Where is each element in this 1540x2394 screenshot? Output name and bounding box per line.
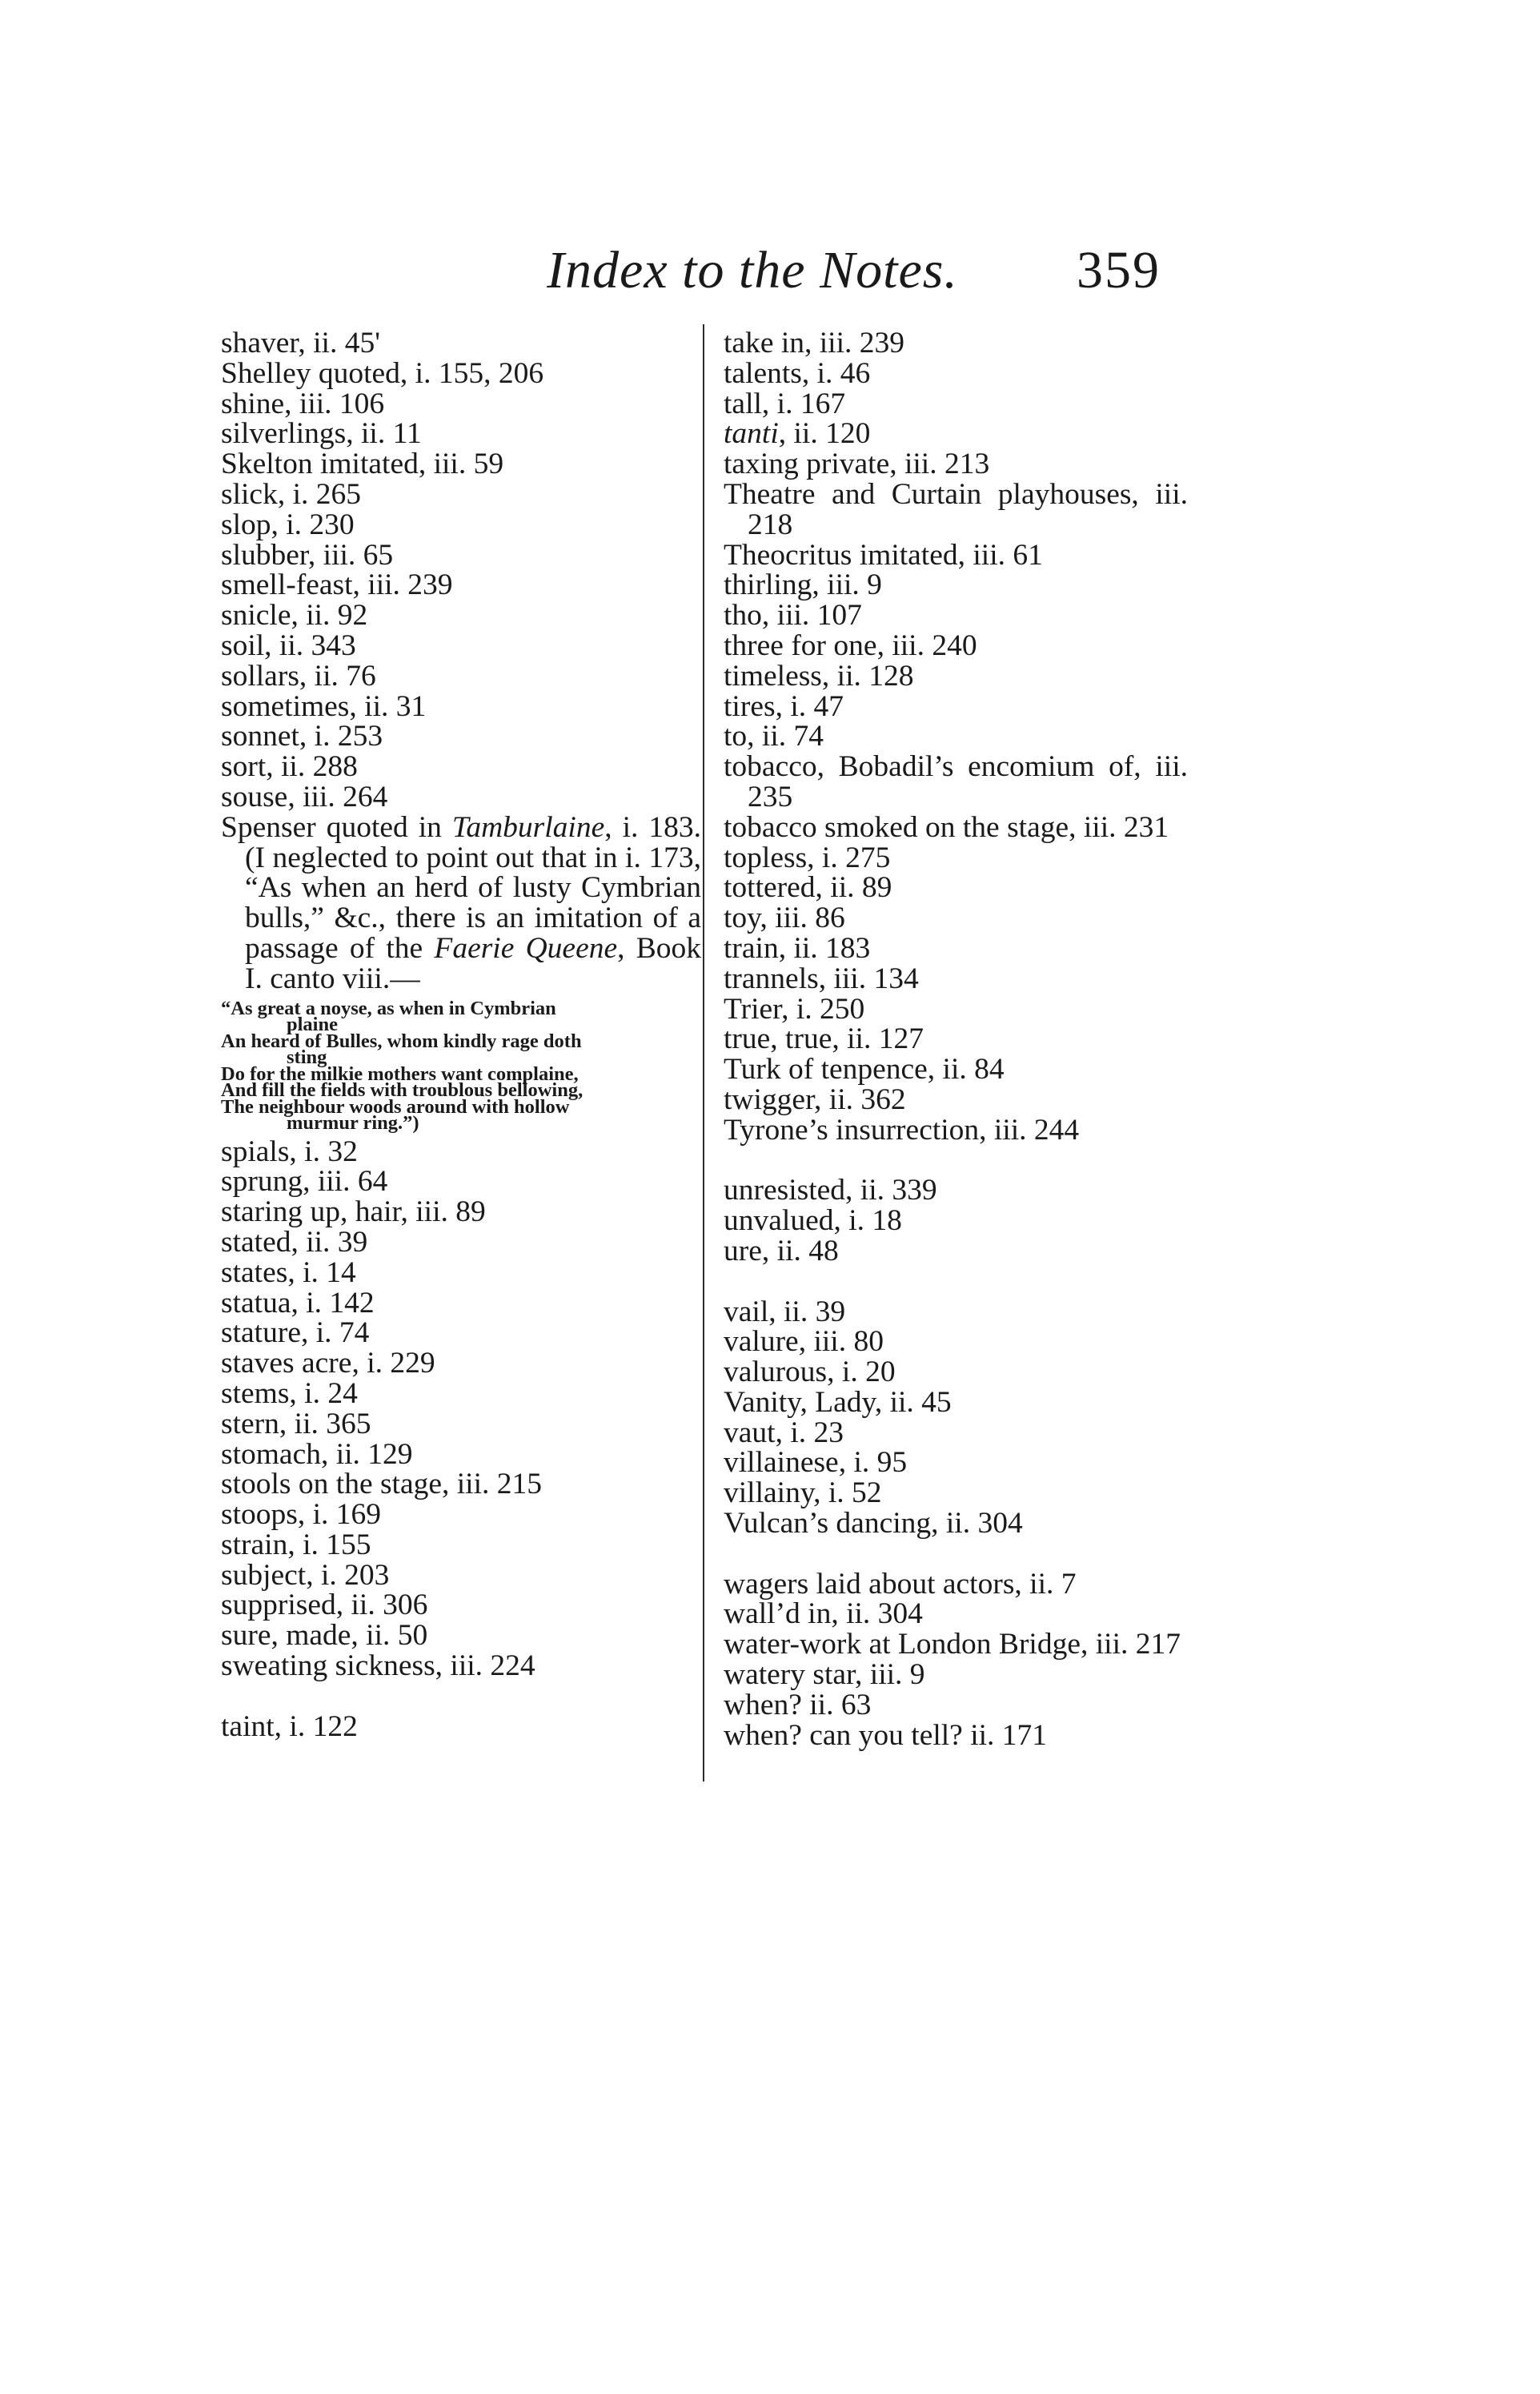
index-entry: train, ii. 183 [724,931,871,965]
index-entry: slick, i. 265 [221,477,361,511]
index-entry: taint, i. 122 [221,1709,358,1743]
quote-line: “As great a noyse, as when in Cymbrian [221,997,556,1019]
index-entry: thirling, iii. 9 [724,568,882,602]
index-entry: tho, iii. 107 [724,599,862,633]
index-entry: unvalued, i. 18 [724,1204,902,1238]
spenser-end: , Book I. canto viii.— [245,931,702,995]
section-gap [724,1539,1188,1569]
entries-b-group [221,1137,701,1681]
index-entry: stated, ii. 39 [221,1225,368,1259]
quote-line: plaine [287,1014,338,1036]
index-entry: vaut, i. 23 [724,1416,844,1449]
index-entry: stomach, ii. 129 [221,1437,413,1471]
index-entry: stems, i. 24 [221,1376,358,1410]
index-entry: talents, i. 46 [724,356,871,390]
index-entry: tobacco smoked on the stage, iii. 231 [724,810,1169,844]
index-entry: supprised, ii. 306 [221,1589,428,1622]
spenser-body: , i. 183. (I neglected to point out that in i. 173, “As when an herd of lusty Cymbrian bulls,” &c., there is an imitation of a passage of the [245,810,701,965]
index-entry: Vulcan’s dancing, ii. 304 [724,1507,1023,1540]
quote-line: The neighbour woods around with hollow [221,1095,570,1118]
index-entry: sprung, iii. 64 [221,1165,388,1199]
spenser-entry [221,810,702,995]
index-entry: wall’d in, ii. 304 [724,1597,923,1631]
index-entry: staves acre, i. 229 [221,1347,435,1380]
index-entry: silverlings, ii. 11 [221,417,422,451]
index-entry: timeless, ii. 128 [724,659,914,693]
entries-a-group [221,328,701,813]
index-entry: tottered, ii. 89 [724,871,892,905]
index-entry: when? ii. 63 [724,1688,872,1721]
index-entry: ure, ii. 48 [724,1234,839,1267]
index-entry: to, ii. 74 [724,720,824,753]
index-entry: stern, ii. 365 [221,1407,371,1440]
index-entry: statua, i. 142 [221,1286,375,1320]
index-entry: staring up, hair, iii. 89 [221,1195,486,1229]
left-column [221,328,701,1741]
index-entry: snicle, ii. 92 [221,599,368,633]
index-entry: subject, i. 203 [221,1558,390,1592]
work-title-faerie-queene: Faerie Queene [434,931,618,965]
index-entry: states, i. 14 [221,1255,356,1289]
index-entry: twigger, ii. 362 [724,1083,906,1116]
page-number: 359 [1077,241,1161,299]
index-entry: slop, i. 230 [221,508,355,541]
spenser-lead: Spenser quoted in [221,810,452,844]
index-entry: sollars, ii. 76 [221,659,376,693]
index-entry: vail, ii. 39 [724,1295,846,1328]
index-entry: Tyrone’s insurrection, iii. 244 [724,1113,1080,1147]
index-entry: villainy, i. 52 [724,1476,882,1510]
running-head: Index to the Notes. [547,241,958,299]
index-entry: Turk of tenpence, ii. 84 [724,1053,1005,1087]
index-entry: smell-feast, iii. 239 [221,568,453,602]
section-gap [221,1681,701,1712]
section-gap [724,1267,1188,1297]
index-entry: stoops, i. 169 [221,1498,382,1532]
quote-line: And fill the fields with troublous bellowing, [221,1079,584,1102]
index-entry: sonnet, i. 253 [221,720,383,753]
index-entry-tanti [724,419,1188,449]
index-entry: spials, i. 32 [221,1135,358,1168]
index-entry: Shelley quoted, i. 155, 206 [221,356,544,390]
index-entry: sure, made, ii. 50 [221,1619,428,1653]
index-entry: valure, iii. 80 [724,1325,884,1359]
index-entry: sometimes, ii. 31 [221,689,427,723]
index-entry: Trier, i. 250 [724,992,865,1026]
quote-line: Do for the milkie mothers want complaine, [221,1062,579,1085]
column-divider [703,324,704,1781]
index-entry: water-work at London Bridge, iii. 217 [724,1628,1181,1661]
index-entry: toy, iii. 86 [724,902,845,935]
index-entry: tires, i. 47 [724,689,844,723]
quote-line: sting [287,1046,327,1069]
index-entry: tobacco, Bobadil’s encomium of, iii. 235 [724,750,1188,813]
index-entry: stools on the stage, iii. 215 [221,1468,543,1501]
index-entry: villainese, i. 95 [724,1446,908,1480]
spenser-quotation [221,997,701,1135]
index-entry: sort, ii. 288 [221,750,358,784]
quote-line: murmur ring.”) [287,1112,419,1135]
index-entry: watery star, iii. 9 [724,1658,925,1692]
index-entry: Theatre and Curtain playhouses, iii. 218 [724,477,1188,541]
index-entry: slubber, iii. 65 [221,538,394,572]
index-entry: shine, iii. 106 [221,387,385,420]
index-entry: shaver, ii. 45' [221,327,380,360]
index-entry: souse, iii. 264 [221,780,388,813]
section-gap [724,1146,1188,1176]
index-entry: Theocritus imitated, iii. 61 [724,538,1043,572]
index-entry: topless, i. 275 [724,841,891,874]
index-entry: unresisted, ii. 339 [724,1174,937,1207]
index-entry: Skelton imitated, iii. 59 [221,448,504,481]
work-title-tamburlaine: Tamburlaine [451,810,605,844]
index-entry: Vanity, Lady, ii. 45 [724,1385,952,1419]
index-entry: three for one, iii. 240 [724,629,977,662]
index-entry: soil, ii. 343 [221,629,356,662]
quote-line: An heard of Bulles, whom kindly rage doth [221,1030,582,1052]
index-entry: wagers laid about actors, ii. 7 [724,1567,1077,1601]
index-entry: taxing private, iii. 213 [724,448,990,481]
right-column [724,328,1188,1750]
index-entry: trannels, iii. 134 [724,962,919,995]
index-entry: when? can you tell? ii. 171 [724,1718,1048,1752]
tanti-word: tanti [724,417,779,451]
index-entry: stature, i. 74 [221,1316,370,1350]
index-entry: sweating sickness, iii. 224 [221,1649,535,1683]
index-entry: tall, i. 167 [724,387,846,420]
index-entry: strain, i. 155 [221,1528,371,1561]
index-entry: take in, iii. 239 [724,327,905,360]
index-entry: true, true, ii. 127 [724,1022,924,1056]
index-entry: valurous, i. 20 [724,1356,896,1389]
tanti-ref: , ii. 120 [778,417,871,451]
